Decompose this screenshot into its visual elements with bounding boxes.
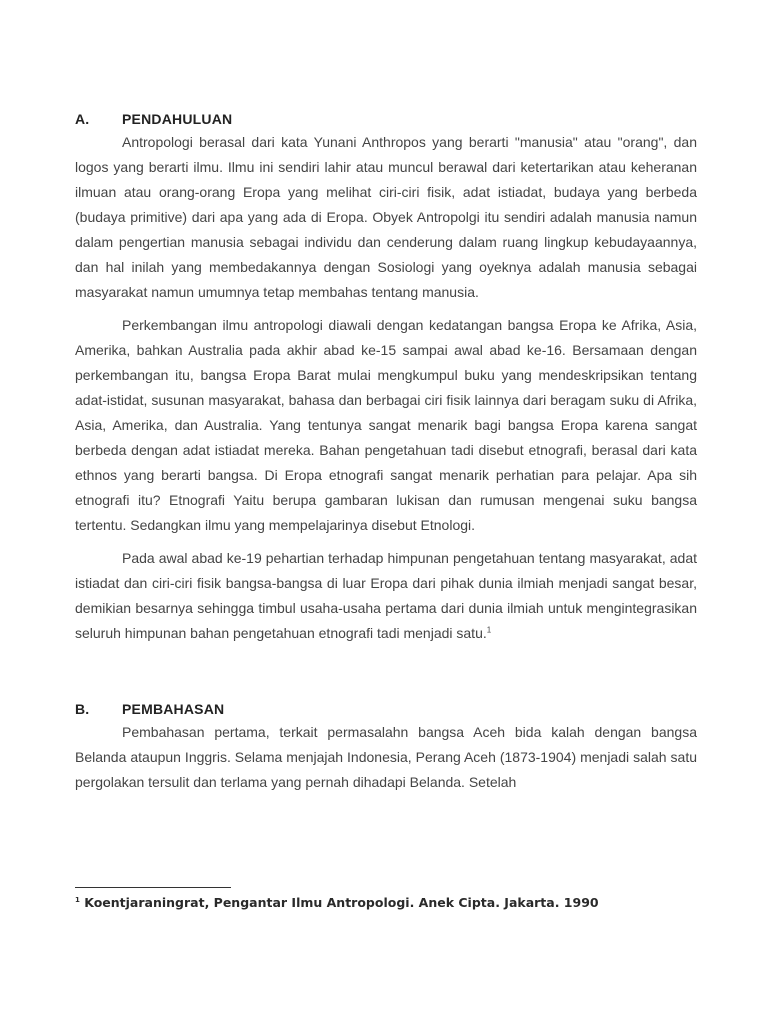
footnote-reference: 1 xyxy=(486,625,492,635)
footnote-separator xyxy=(75,887,231,888)
section-a-number: A. xyxy=(75,111,90,127)
section-a-paragraph-2: Perkembangan ilmu antropologi diawali dengan kedatangan bangsa Eropa ke Afrika, Asia, Amerika, bahkan Australia pada akhir abad ke-15 sampai awal abad ke-16. Bersamaan dengan perkembangan itu, bangsa Eropa Barat mulai mengkumpul buku yang mendeskripsikan tentang adat-istidat, susunan masyarakat, bahasa dan berbagai ciri fisik lainnya dari beragam suku di Afrika, Asia, Amerika, dan Australia. Yang tentunya sangat menarik bagi bangsa Eropa karena sangat berbeda dengan adat istiadat mereka. Bahan pengetahuan tadi disebut etnografi, berasal dari kata ethnos yang berarti bangsa. Di Eropa etnografi sangat menarik perhatian para pelajar. Apa sih etnografi itu? Etnografi Yaitu berupa gambaran lukisan dan rumusan mengenai suku bangsa tertentu. Sedangkan ilmu yang mempelajarinya disebut Etnologi. xyxy=(75,317,697,533)
footnote-marker: 1 xyxy=(75,895,80,904)
section-a-heading xyxy=(75,108,697,130)
section-b-heading xyxy=(75,698,697,720)
section-a-paragraph-1: Antropologi berasal dari kata Yunani Anthropos yang berarti "manusia" atau "orang", dan logos yang berarti ilmu. Ilmu ini sendiri lahir atau muncul berawal dari ketertarikan atau keheranan ilmuan atau orang-orang Eropa yang melihat ciri-ciri fisik, adat istiadat, budaya yang berbeda (budaya primitive) dari apa yang ada di Eropa. Obyek Antropolgi itu sendiri adalah manusia namun dalam pengertian manusia sebagai individu dan cenderung dalam ruang lingkup kebudayaannya, dan hal inilah yang membedakannya dengan Sosiologi yang oyeknya adalah manusia sebagai masyarakat namun umumnya tetap membahas tentang manusia. xyxy=(75,134,697,300)
footnote xyxy=(75,895,697,910)
section-b-title: PEMBAHASAN xyxy=(122,701,225,717)
section-gap xyxy=(75,654,697,698)
footnote-text: Koentjaraningrat, Pengantar Ilmu Antropologi. Anek Cipta. Jakarta. 1990 xyxy=(84,895,599,910)
document-body xyxy=(75,108,697,803)
section-b-paragraph-1: Pembahasan pertama, terkait permasalahn bangsa Aceh bida kalah dengan bangsa Belanda ataupun Inggris. Selama menjajah Indonesia, Perang Aceh (1873-1904) menjadi salah satu pergolakan tersulit dan terlama yang pernah dihadapi Belanda. Setelah xyxy=(75,724,697,790)
section-a-paragraph-3-text: Pada awal abad ke-19 pehartian terhadap himpunan pengetahuan tentang masyarakat, adat istiadat dan ciri-ciri fisik bangsa-bangsa di luar Eropa dari pihak dunia ilmiah menjadi sangat besar, demikian besarnya sehingga timbul usaha-usaha pertama dari dunia ilmiah untuk mengintegrasikan seluruh himpunan bahan pengetahuan etnografi tadi menjadi satu. xyxy=(75,550,697,641)
section-b-number: B. xyxy=(75,701,90,717)
section-a-paragraph-3 xyxy=(75,546,697,646)
section-a-title: PENDAHULUAN xyxy=(122,111,233,127)
